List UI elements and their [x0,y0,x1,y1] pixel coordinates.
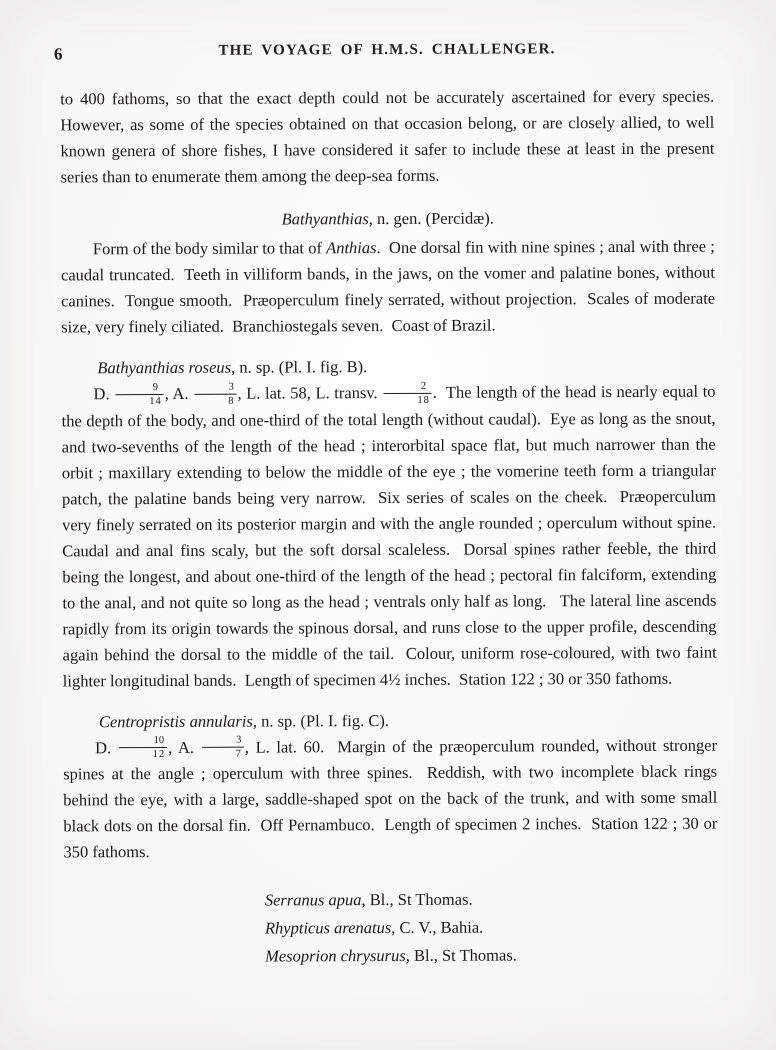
species-name: Serranus apua [264,890,362,911]
species-heading-roseus [61,353,715,382]
running-title: THE VOYAGE OF H.M.S. CHALLENGER. [218,41,556,59]
species-description-annularis [63,732,722,866]
page-number: 6 [53,44,64,64]
species-attribution: , C. V., Bahia. [391,918,484,938]
species-name: Mesoprion chrysurus [265,946,406,967]
fraction-denominator: 7 [235,749,242,761]
page-content [53,41,729,972]
body-text: D. [93,384,115,404]
dorsal-fin-formula-fraction [119,735,168,760]
body-text: , A. [168,737,201,757]
fraction-numerator: 3 [202,735,244,748]
species-list-item [265,914,517,943]
fraction-numerator: 10 [119,735,168,748]
genus-description-paragraph [60,234,720,341]
species-name-roseus: Bathyanthias roseus [97,357,232,378]
intro-paragraph: to 400 fathoms, so that the exact depth could not be accurately ascertained for every species. However, as some of the species obtained on that occasion belong, or are closely allied, to well known genera of shore fishes, I have considered it safer to include these at least in the present series than to enumerate them among the deep-sea forms. [60,86,723,187]
species-heading-annularis [63,706,717,735]
genus-heading [61,205,715,234]
running-header [53,41,714,66]
species-attribution: , Bl., St Thomas. [361,890,473,910]
species-name-annularis: Centropristis annularis [98,711,253,732]
species-attribution: , Bl., St Thomas. [405,945,517,966]
fraction-denominator: 18 [417,394,430,406]
genus-body-text: Form of the body similar to that of [92,238,327,259]
anal-fin-formula-fraction [194,381,236,406]
fraction-numerator: 2 [383,381,432,394]
species-list-item [265,886,517,915]
fraction-denominator: 12 [152,749,166,761]
species-name: Rhypticus arenatus [264,918,392,939]
body-text: . The length of the head is nearly equal to the depth of the body, and one-third of the total length (without caudal). Eye as long as the snout, and two-sevenths of the length of the head ; interorbital space flat, but much narrower than the orbit ; maxillary extending to below the middle of the eye ; the vomerine teeth form a triangular patch, the palatine bands being very narrow. Six series of scales on the cheek. Præoperculum very finely serrated on its posterior margin and with the angle rounded ; operculum without spine. Caudal and anal fins scaly, but the soft dorsal scaleless. Dorsal spines rather feeble, the third being the longest, and about one-third of the length of the head ; pectoral fin falciform, extending to the anal, and not quite so long as the head ; ventrals only half as long. The lateral line ascends rapidly from its origin towards the spinous dorsal, and runs close to the upper profile, descending again behind the dorsal to the middle of the tail. Colour, uniform rose-coloured, with two faint lighter longitudinal bands. Length of specimen 4½ inches. Station 122 ; 30 or 350 fathoms. [61,381,729,691]
anthias-name: Anthias [326,238,377,258]
fraction-denominator: 8 [228,395,235,407]
species-description-roseus [61,379,729,695]
species-heading-suffix: , n. sp. (Pl. I. fig. B). [231,357,368,377]
genus-body-text: . One dorsal fin with nine spines ; anal with three ; caudal truncated. Teeth in villiform bands, in the jaws, on the vomer and palatine bones, without canines. Tongue smooth. Præoperculum finely serrated, without projection. Scales of moderate size, very finely ciliated. Branchiostegals seven. Coast of Brazil. [60,236,720,337]
genus-name: Bathyanthias [281,209,369,229]
species-list-item [265,942,517,971]
body-text: , L. lat. 58, L. transv. [237,383,383,403]
dorsal-fin-formula-fraction [115,382,164,407]
body-text: , L. lat. 60. Margin of the præoperculum rounded, without stronger spines at the angle ; operculum with three spines. Reddish, with two incomplete black rings behind the eye, with a large, saddle-shaped spot on the back of the trunk, and with some small black dots on the dorsal fin. Off Pernambuco. Length of specimen 2 inches. Station 122 ; 30 or 350 fathoms. [63,735,722,862]
anal-fin-formula-fraction [202,735,244,760]
species-list [265,886,517,971]
fraction-denominator: 14 [149,395,162,407]
fraction-numerator: 3 [194,381,236,394]
fraction-numerator: 9 [115,382,164,395]
transverse-line-fraction [383,381,432,406]
body-text: D. [95,737,118,758]
genus-heading-suffix: , n. gen. (Percidæ). [368,208,494,229]
species-heading-suffix: , n. sp. (Pl. I. fig. C). [252,710,389,731]
body-text: , A. [164,383,194,403]
